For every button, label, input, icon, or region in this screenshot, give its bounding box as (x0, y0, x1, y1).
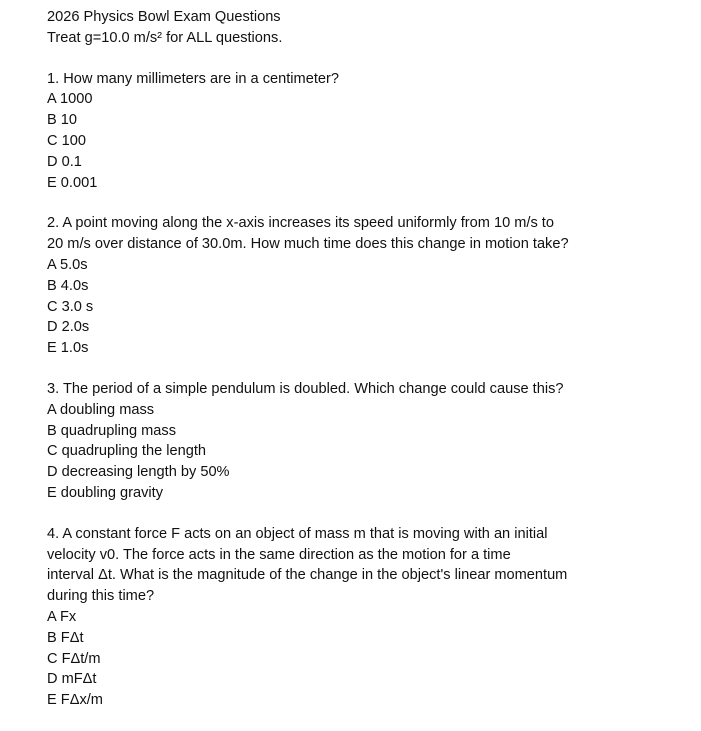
question-3 (47, 379, 687, 504)
answer-option-a: A 1000 (47, 91, 93, 108)
answer-option-d: D 2.0s (47, 319, 90, 336)
answer-option-e: E FΔx/m (47, 692, 103, 709)
question-text-line: interval Δt. What is the magnitude of the change in the object's linear momentum (47, 567, 568, 584)
exam-document (47, 7, 687, 731)
answer-option-a: A doubling mass (47, 401, 155, 418)
question-text-line: velocity v0. The force acts in the same direction as the motion for a time (47, 546, 511, 563)
answer-option-b: B FΔt (47, 629, 84, 646)
exam-title: 2026 Physics Bowl Exam Questions (47, 9, 281, 25)
exam-instructions: Treat g=10.0 m/s² for ALL questions. (47, 29, 283, 46)
question-text-line: 20 m/s over distance of 30.0m. How much time does this change in motion take? (47, 236, 569, 253)
answer-option-b: B 10 (47, 112, 78, 129)
question-text (47, 524, 687, 607)
answer-option-b: B 4.0s (47, 277, 89, 294)
answer-option-c: C 3.0 s (47, 298, 94, 315)
answer-option-e: E doubling gravity (47, 484, 164, 501)
answer-option-e: E 1.0s (47, 340, 89, 357)
question-text-line: 4. A constant force F acts on an object of mass m that is moving with an initial (47, 525, 548, 542)
question-1 (47, 69, 687, 194)
answer-option-d: D decreasing length by 50% (47, 464, 230, 481)
question-text-line: during this time? (47, 588, 155, 605)
answer-option-e: E 0.001 (47, 174, 98, 191)
question-text (47, 69, 687, 90)
question-text-line: 1. How many millimeters are in a centimeter? (47, 70, 339, 87)
answer-option-a: A Fx (47, 608, 77, 625)
exam-header (47, 7, 687, 49)
question-2 (47, 213, 687, 359)
question-text (47, 379, 687, 400)
question-text-line: 2. A point moving along the x-axis increases its speed uniformly from 10 m/s to (47, 215, 554, 232)
answer-option-d: D 0.1 (47, 153, 82, 170)
answer-option-c: C quadrupling the length (47, 443, 207, 460)
answer-option-b: B quadrupling mass (47, 422, 176, 439)
question-4 (47, 524, 687, 711)
answer-option-c: C 100 (47, 132, 86, 149)
question-text-line: 3. The period of a simple pendulum is doubled. Which change could cause this? (47, 380, 564, 397)
question-text (47, 213, 687, 255)
answer-option-a: A 5.0s (47, 256, 88, 273)
answer-option-c: C FΔt/m (47, 650, 101, 667)
answer-option-d: D mFΔt (47, 671, 97, 688)
